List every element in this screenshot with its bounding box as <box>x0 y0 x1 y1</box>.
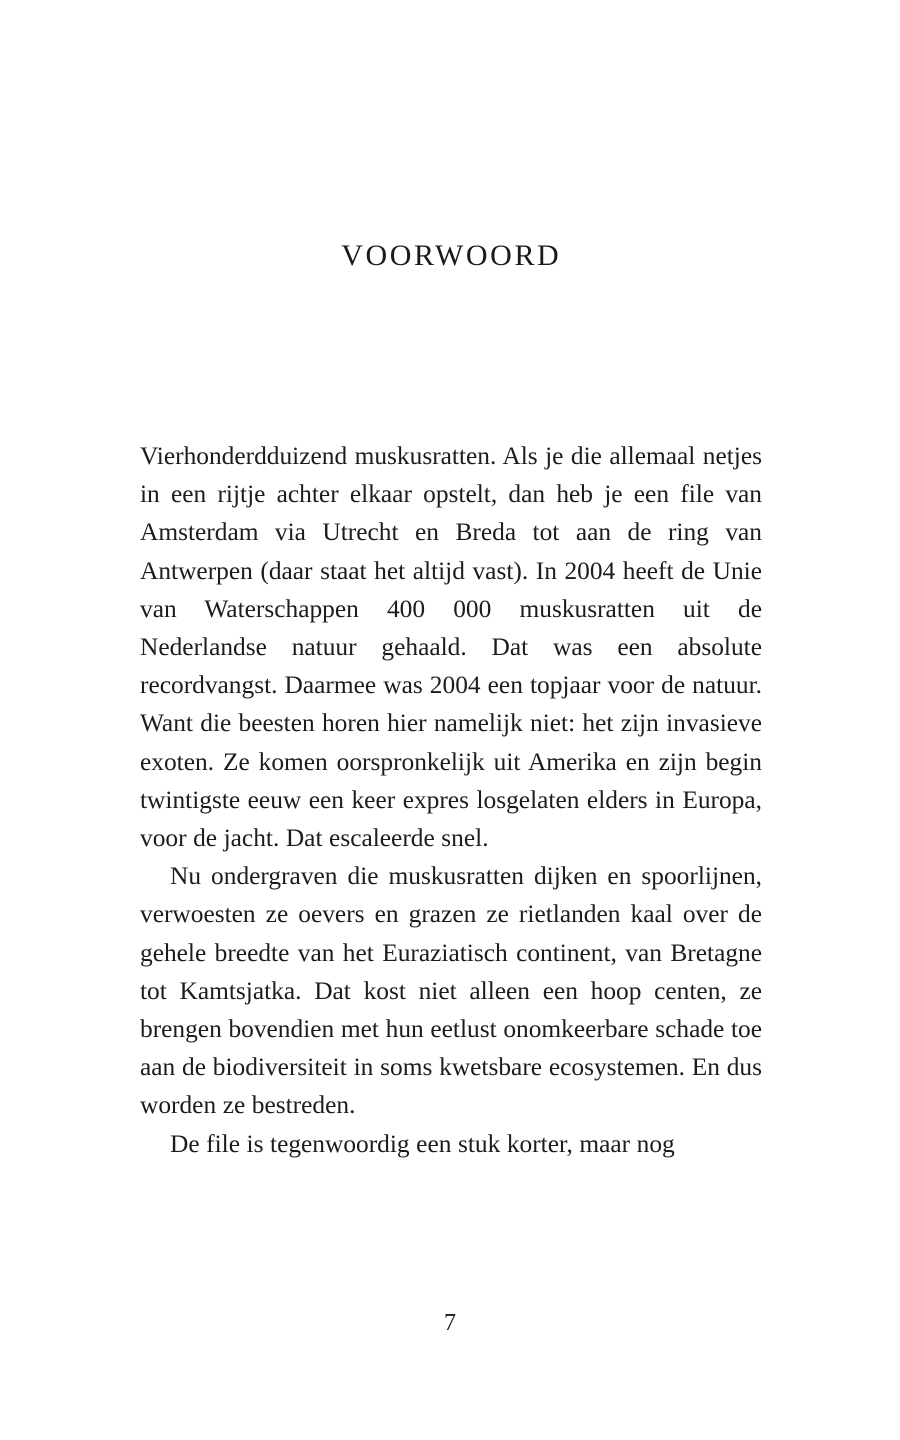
body-paragraph-1: Vierhonderdduizend muskusratten. Als je die allemaal netjes in een rijtje achter elkaar opstelt, dan heb je een file van Amsterdam via Utrecht en Breda tot aan de ring van Antwerpen (daar staat het altijd vast). In 2004 heeft de Unie van Waterschappen 400 000 muskusratten uit de Nederlandse natuur gehaald. Dat was een absolute recordvangst. Daarmee was 2004 een topjaar voor de natuur. Want die beesten horen hier namelijk niet: het zijn invasieve exoten. Ze komen oorspronkelijk uit Amerika en zijn begin twintigste eeuw een keer expres losgelaten elders in Europa, voor de jacht. Dat escaleerde snel. <box>140 442 762 853</box>
page-title: VOORWOORD <box>341 239 562 272</box>
body-text-block <box>140 437 762 1163</box>
page-number: 7 <box>444 1310 456 1336</box>
body-paragraph-3: De file is tegenwoordig een stuk korter, maar nog <box>170 1129 675 1158</box>
body-paragraph-2: Nu ondergraven die muskusratten dijken en spoorlijnen, verwoesten ze oevers en grazen ze rietlanden kaal over de gehele breedte van het Euraziatisch continent, van Bretagne tot Kamtsjatka. Dat kost niet alleen een hoop centen, ze brengen bovendien met hun eetlust onomkeerbare schade toe aan de biodiversiteit in soms kwetsbare ecosystemen. En dus worden ze bestreden. <box>140 862 762 1120</box>
